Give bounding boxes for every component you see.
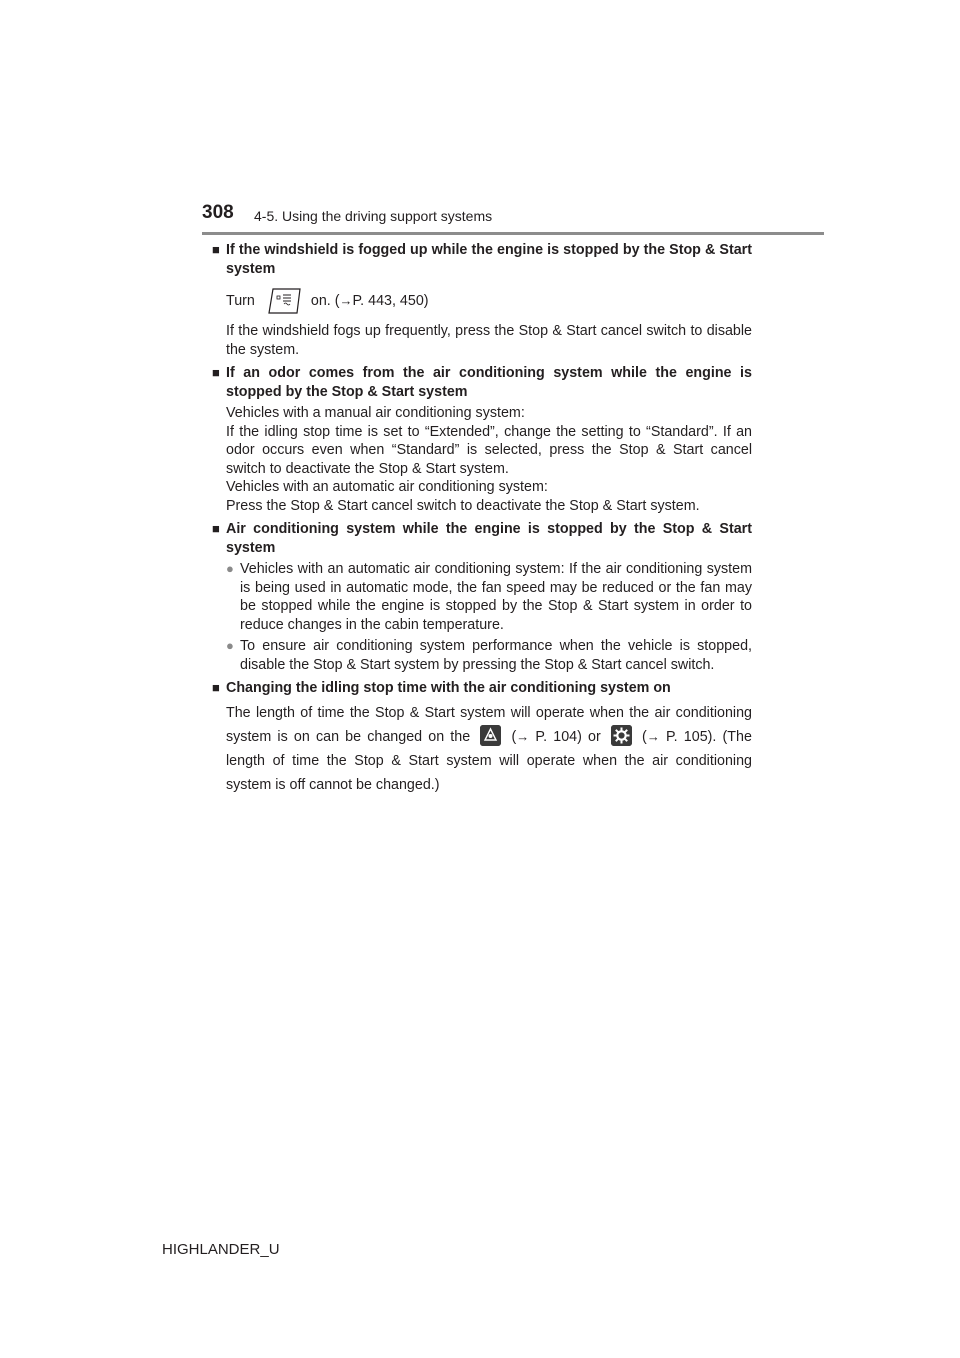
section-body [212,286,752,359]
list-item-text: Vehicles with an automatic air conditioning system: If the air conditioning system is being used in automatic mode, the fan speed may be reduced or the fan may be stopped while the engine is stopped by the Stop & Start system in order to reduce changes in the cabin temperature. [240,561,752,633]
paragraph-text: The length of time the Stop & Start system will operate when the air conditioning system is on can be changed on the [226,704,752,745]
open-paren: ( [511,728,517,745]
section-ac-while-stopped [212,520,752,674]
paragraph-line: If the idling stop time is set to “Extended”, change the setting to “Standard”. If an odor occurs even when “Standard” is selected, press the Stop & Start cancel switch to deactivate the Stop & Start system. [226,423,752,477]
windshield-defogger-icon [267,287,301,315]
paragraph-line: Vehicles with an automatic air conditioning system: [226,479,548,495]
section-odor [212,364,752,515]
header-rule [202,232,824,235]
square-bullet-icon: ■ [212,365,220,380]
section-title [212,679,752,698]
square-bullet-icon: ■ [212,680,220,695]
section-title-text: Air conditioning system while the engine is stopped by the Stop & Start system [226,521,752,556]
turn-prefix: Turn [226,292,255,309]
page-number: 308 [202,202,234,223]
page-content [212,241,752,802]
dot-bullet-icon: ● [226,561,234,576]
list-item [226,637,752,674]
page-reference: P. 104) or [535,728,601,745]
list-item-text: To ensure air conditioning system performance when the vehicle is stopped, disable the Stop & Start system by pressing the Stop & Start cancel switch. [240,638,752,673]
section-title-text: If an odor comes from the air conditioning system while the engine is stopped by the Stop & Start system [226,365,752,400]
dot-bullet-icon: ● [226,638,234,653]
paragraph-line: Press the Stop & Start cancel switch to deactivate the Stop & Start system. [226,497,700,514]
section-idling-stop-time [212,679,752,797]
paragraph: If the windshield fogs up frequently, press the Stop & Start cancel switch to disable the system. [226,323,752,358]
turn-suffix: on. ( [310,292,340,309]
section-title [212,241,752,278]
section-title-text: Changing the idling stop time with the air conditioning system on [226,680,671,696]
section-title [212,364,752,401]
page-reference: P. 443, 450) [352,292,429,309]
arrow-right-icon: → [646,728,660,744]
page-reference: P. 105). (The length of time the Stop & Start system will operate when the air conditioning system is off cannot be changed.) [226,728,752,793]
turn-on-line [226,286,752,316]
section-body [212,560,752,674]
settings-gear-icon [611,725,632,746]
arrow-right-icon: → [516,728,530,744]
open-paren: ( [642,728,647,745]
paragraph-line: Vehicles with a manual air conditioning system: [226,405,525,421]
section-title [212,520,752,557]
section-title-text: If the windshield is fogged up while the engine is stopped by the Stop & Start system [226,242,752,277]
section-body [212,701,752,797]
section-heading: 4-5. Using the driving support systems [254,208,493,224]
section-windshield-fog [212,241,752,359]
square-bullet-icon: ■ [212,521,220,536]
footer-model: HIGHLANDER_U [162,1241,280,1258]
square-bullet-icon: ■ [212,242,220,257]
list-item [226,560,752,634]
page-header [0,0,960,240]
section-body [212,404,752,515]
arrow-right-icon: → [339,292,353,308]
paragraph [226,701,752,797]
display-menu-icon [480,725,501,746]
